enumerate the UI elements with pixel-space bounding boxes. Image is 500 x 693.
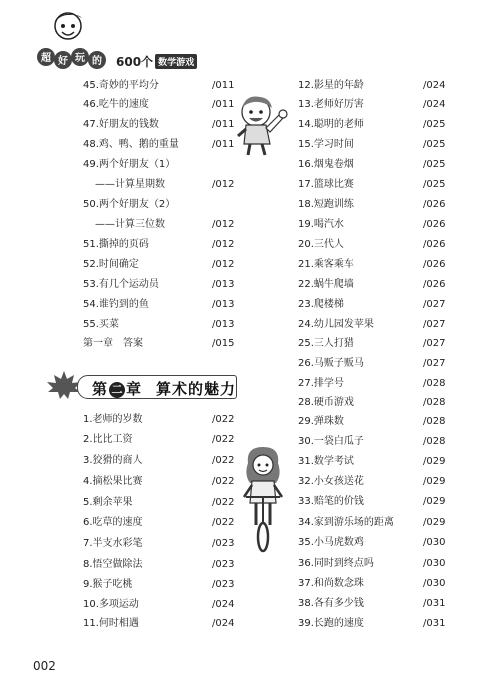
- toc-entry-page: /015: [212, 338, 235, 349]
- mascot-char-4: 的: [92, 56, 102, 67]
- book-title-count: 600个: [116, 55, 154, 69]
- toc-entry-title[interactable]: 29.弹珠数: [298, 416, 344, 427]
- toc-entry-page: /030: [423, 578, 446, 589]
- toc-entry-title[interactable]: 31.数学考试: [298, 456, 354, 467]
- toc-entry-page: /028: [423, 416, 446, 427]
- toc-entry-page: /011: [212, 80, 235, 91]
- toc-entry-page: /028: [423, 397, 446, 408]
- toc-entry-title[interactable]: 52.时间确定: [83, 259, 139, 270]
- toc-entry-page: /012: [212, 259, 235, 270]
- toc-entry-title[interactable]: 48.鸡、鸭、鹅的重量: [83, 139, 179, 150]
- toc-entry-page: /026: [423, 239, 446, 250]
- toc-entry-title[interactable]: 5.剩余苹果: [83, 497, 133, 508]
- toc-entry-title[interactable]: 47.好朋友的钱数: [83, 119, 159, 130]
- toc-entry-page: /024: [423, 99, 446, 110]
- toc-entry-page: /027: [423, 358, 446, 369]
- toc-entry-title[interactable]: 7.半支水彩笔: [83, 538, 143, 549]
- toc-entry-page: /012: [212, 219, 235, 230]
- toc-entry-title[interactable]: 36.同时到终点吗: [298, 558, 374, 569]
- toc-entry-page: /025: [423, 119, 446, 130]
- waving-child-illustration: [232, 92, 290, 158]
- toc-entry-page: /026: [423, 199, 446, 210]
- toc-entry-page: /022: [212, 455, 235, 466]
- toc-entry-title[interactable]: 11.何时相遇: [83, 618, 139, 629]
- toc-entry-page: /029: [423, 476, 446, 487]
- toc-entry-title[interactable]: 第一章 答案: [83, 338, 143, 349]
- toc-entry-page: /011: [212, 119, 235, 130]
- toc-entry-title[interactable]: 55.买菜: [83, 319, 119, 330]
- toc-entry-title[interactable]: 50.两个好朋友（2）: [83, 199, 176, 210]
- toc-entry-title[interactable]: 27.排学号: [298, 378, 344, 389]
- toc-entry-title[interactable]: 35.小马虎数鸡: [298, 537, 364, 548]
- toc-entry-page: /024: [212, 618, 235, 629]
- toc-entry-title[interactable]: 25.三人打猎: [298, 338, 354, 349]
- toc-entry-page: /031: [423, 618, 446, 629]
- mascot-char-1: 超: [41, 53, 51, 64]
- toc-entry-page: /012: [212, 239, 235, 250]
- toc-entry-page: /022: [212, 517, 235, 528]
- toc-entry-page: /025: [423, 179, 446, 190]
- toc-entry-title[interactable]: 12.影星的年龄: [298, 80, 364, 91]
- toc-entry-title[interactable]: 28.硬币游戏: [298, 397, 354, 408]
- toc-entry-title[interactable]: 9.猴子吃桃: [83, 579, 133, 590]
- toc-entry-page: /022: [212, 434, 235, 445]
- chapter-number-badge: 二: [109, 382, 125, 398]
- toc-entry-title[interactable]: 30.一袋白瓜子: [298, 436, 364, 447]
- toc-entry-title[interactable]: 17.篮球比赛: [298, 179, 354, 190]
- toc-entry-title[interactable]: 22.蜗牛爬墙: [298, 279, 354, 290]
- toc-entry-title[interactable]: 37.和尚数念珠: [298, 578, 364, 589]
- chapter-title: 算术的魅力: [156, 380, 237, 398]
- toc-entry-title[interactable]: 54.谁钓到的鱼: [83, 299, 149, 310]
- toc-entry-title[interactable]: 8.悟空做除法: [83, 559, 143, 570]
- toc-entry-title[interactable]: 20.三代人: [298, 239, 344, 250]
- toc-entry-title[interactable]: 34.家到游乐场的距离: [298, 517, 394, 528]
- chapter-heading-text: [92, 378, 236, 399]
- toc-entry-title[interactable]: 3.狡猾的商人: [83, 455, 143, 466]
- toc-entry-page: /024: [212, 599, 235, 610]
- toc-entry-title[interactable]: 46.吃牛的速度: [83, 99, 149, 110]
- mascot-logo-icon: [34, 10, 114, 70]
- girl-on-bicycle-illustration: [238, 445, 288, 553]
- toc-entry-title[interactable]: 49.两个好朋友（1）: [83, 159, 176, 170]
- toc-entry-page: /011: [212, 139, 235, 150]
- toc-entry-title[interactable]: 38.各有多少钱: [298, 598, 364, 609]
- toc-entry-page: /028: [423, 378, 446, 389]
- toc-entry-title[interactable]: 24.幼儿园发苹果: [298, 319, 374, 330]
- toc-entry-title[interactable]: 32.小女孩送花: [298, 476, 364, 487]
- toc-entry-title[interactable]: 45.奇妙的平均分: [83, 80, 159, 91]
- toc-entry-title[interactable]: 6.吃草的速度: [83, 517, 143, 528]
- toc-entry-page: /030: [423, 558, 446, 569]
- toc-entry-title[interactable]: 19.喝汽水: [298, 219, 344, 230]
- toc-entry-page: /027: [423, 319, 446, 330]
- toc-entry-page: /029: [423, 517, 446, 528]
- toc-entry-title[interactable]: 18.短跑训练: [298, 199, 354, 210]
- toc-entry-title[interactable]: 2.比比工资: [83, 434, 133, 445]
- toc-entry-page: /027: [423, 299, 446, 310]
- toc-entry-title[interactable]: 13.老师好厉害: [298, 99, 364, 110]
- mascot-char-3: 玩: [75, 53, 85, 64]
- chapter-heading: [44, 369, 237, 399]
- toc-entry-title[interactable]: 4.摘松果比赛: [83, 476, 143, 487]
- book-title: [116, 53, 197, 70]
- toc-entry-title[interactable]: 39.长跑的速度: [298, 618, 364, 629]
- toc-entry-page: /027: [423, 338, 446, 349]
- toc-entry-title[interactable]: 33.赔笔的价钱: [298, 496, 364, 507]
- toc-entry-page: /031: [423, 598, 446, 609]
- toc-entry-page: /026: [423, 279, 446, 290]
- toc-entry-page: /023: [212, 579, 235, 590]
- toc-entry-page: /023: [212, 538, 235, 549]
- toc-entry-title[interactable]: 21.乘客乘车: [298, 259, 354, 270]
- toc-entry-title[interactable]: ——计算星期数: [95, 179, 165, 190]
- mascot-char-2: 好: [58, 56, 68, 67]
- toc-entry-page: /026: [423, 259, 446, 270]
- toc-entry-title[interactable]: 14.聪明的老师: [298, 119, 364, 130]
- toc-entry-title[interactable]: 1.老师的岁数: [83, 414, 143, 425]
- book-title-badge: 数学游戏: [155, 54, 197, 69]
- toc-entry-page: /022: [212, 476, 235, 487]
- book-header: [34, 10, 214, 70]
- chapter-suffix: 章: [126, 380, 143, 398]
- toc-entry-page: /025: [423, 139, 446, 150]
- toc-entry-page: /013: [212, 299, 235, 310]
- page-number: 002: [33, 659, 56, 673]
- toc-entry-title[interactable]: 16.烟鬼卷烟: [298, 159, 354, 170]
- toc-entry-title[interactable]: 10.多项运动: [83, 599, 139, 610]
- toc-entry-title[interactable]: ——计算三位数: [95, 219, 165, 230]
- toc-entry-page: /030: [423, 537, 446, 548]
- toc-entry-title[interactable]: 23.爬楼梯: [298, 299, 344, 310]
- toc-entry-page: /024: [423, 80, 446, 91]
- toc-entry-title[interactable]: 53.有几个运动员: [83, 279, 159, 290]
- toc-entry-page: /013: [212, 279, 235, 290]
- toc-entry-title[interactable]: 26.马贩子贩马: [298, 358, 364, 369]
- toc-entry-page: /012: [212, 179, 235, 190]
- toc-entry-page: /013: [212, 319, 235, 330]
- toc-entry-page: /022: [212, 414, 235, 425]
- toc-entry-page: /011: [212, 99, 235, 110]
- toc-entry-title[interactable]: 51.撕掉的页码: [83, 239, 149, 250]
- chapter-prefix: 第: [92, 380, 109, 398]
- toc-entry-page: /028: [423, 436, 446, 447]
- toc-entry-page: /026: [423, 219, 446, 230]
- toc-entry-title[interactable]: 15.学习时间: [298, 139, 354, 150]
- toc-entry-page: /022: [212, 497, 235, 508]
- toc-entry-page: /025: [423, 159, 446, 170]
- toc-entry-page: /029: [423, 496, 446, 507]
- toc-entry-page: /029: [423, 456, 446, 467]
- toc-entry-page: /023: [212, 559, 235, 570]
